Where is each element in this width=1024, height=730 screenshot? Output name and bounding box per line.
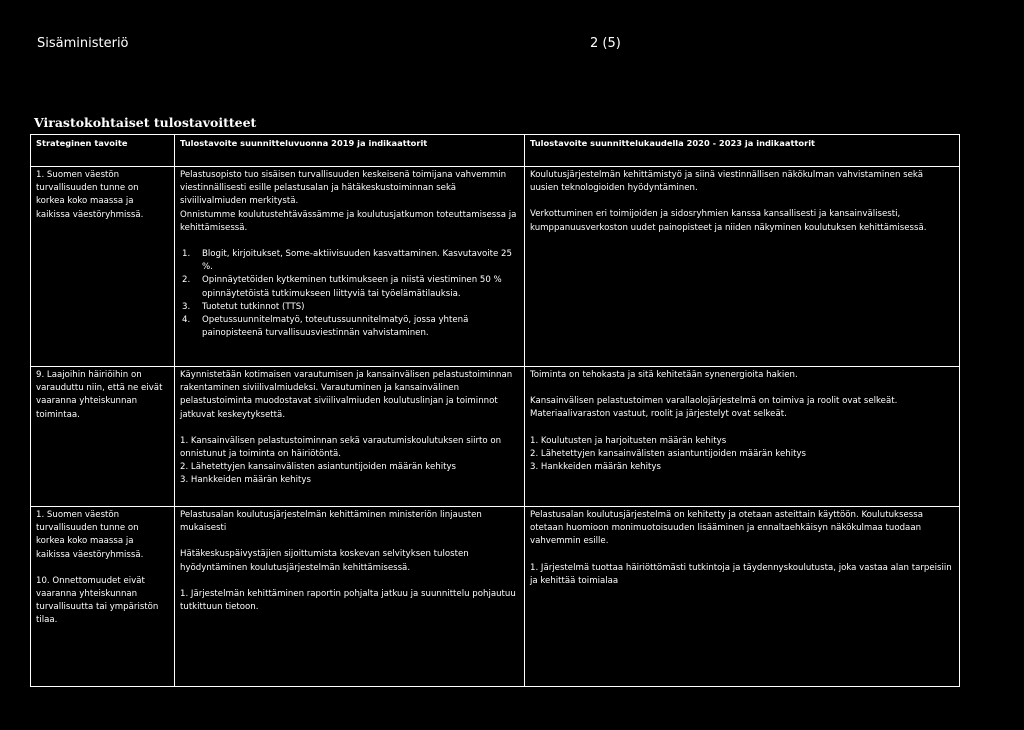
- target-2019-paragraph: Pelastusalan koulutusjärjestelmän kehittäminen ministeriön linjausten mukaisesti: [180, 510, 482, 534]
- list-item: 3. Tuotetut tutkinnot (TTS): [182, 301, 305, 312]
- target-period-cell: [525, 367, 960, 507]
- list-item: 2. Lähetettyjen kansainvälisten asiantuntijoiden määrän kehitys: [180, 462, 457, 473]
- column-header-target-2019: Tulostavoite suunnitteluvuonna 2019 ja indikaattorit: [175, 135, 525, 167]
- table-row: [31, 507, 960, 687]
- target-period-paragraph: Kansainvälisen pelastustoimen varallaolojärjestelmä on toimiva ja roolit ovat selkeät. Materiaalivaraston vastuut, roolit ja järjestelyt ovat selkeät.: [530, 396, 898, 420]
- target-period-paragraph: Pelastusalan koulutusjärjestelmä on kehitetty ja otetaan asteittain käyttöön. Koulutuksessa otetaan huomioon monimuotoisuuden lisääminen ja ennaltaehkäisyn näkökulmaa tuodaan vahvemmin esille.: [530, 510, 923, 547]
- target-period-paragraph: Verkottuminen eri toimijoiden ja sidosryhmien kanssa kansallisesti ja kansainvälisesti, kumppanuusverkoston uudet painopisteet ja niiden näkyminen koulutuksen kehittämisessä.: [530, 209, 927, 233]
- target-period-cell: [525, 167, 960, 367]
- strategic-goal-cell: [31, 507, 175, 687]
- targets-table: [30, 134, 960, 687]
- table-row: [31, 367, 960, 507]
- target-period-paragraph: Toiminta on tehokasta ja sitä kehitetään synenergioita hakien.: [530, 370, 798, 380]
- section-title: Virastokohtaiset tulostavoitteet: [34, 115, 257, 130]
- list-item: 1. Järjestelmän kehittäminen raportin pohjalta jatkuu ja suunnittelu pohjautuu tutkittuun tietoon.: [180, 588, 516, 613]
- indicator-list: [180, 248, 518, 340]
- column-header-strategic-goal: Strateginen tavoite: [31, 135, 175, 167]
- list-item: 4. Opetussuunnitelmatyö, toteutussuunnitelmatyö, jossa yhtenä painopisteenä turvallisuusviestinnän vahvistaminen.: [182, 315, 469, 339]
- target-2019-cell: [175, 507, 525, 687]
- organization-name: Sisäministeriö: [37, 36, 129, 51]
- indicator-list: [530, 562, 953, 588]
- strategic-goal-cell: [31, 367, 175, 507]
- indicator-list: [180, 435, 518, 488]
- target-2019-cell: [175, 167, 525, 367]
- indicator-list: [180, 588, 518, 614]
- list-item: 1. Koulutusten ja harjoitusten määrän kehitys: [530, 435, 727, 446]
- target-2019-paragraph: Pelastusopisto tuo sisäisen turvallisuuden keskeisenä toimijana vahvemmin viestinnällisesti esille pelastusalan ja hätäkeskustoiminnan sekä siviilivalmiuden merkitystä.: [180, 170, 507, 207]
- target-2019-paragraph: Hätäkeskuspäivystäjien sijoittumista koskevan selvityksen tulosten hyödyntäminen koulutusjärjestelmän kehittämisessä.: [180, 549, 469, 573]
- list-item: 2. Lähetettyjen kansainvälisten asiantuntijoiden määrän kehitys: [530, 448, 807, 459]
- table-header-row: [31, 135, 960, 167]
- strategic-goal-cell: [31, 167, 175, 367]
- indicator-list: [530, 435, 953, 475]
- list-item: 1. Järjestelmä tuottaa häiriöttömästi tutkintoja ja täydennyskoulutusta, joka vastaa alan tarpeisiin ja kehittää toimialaa: [530, 562, 952, 586]
- list-item: 1. Kansainvälisen pelastustoiminnan sekä varautumiskoulutuksen siirto on onnistunut ja toiminta on häiriötöntä.: [180, 435, 502, 460]
- list-item: 2. Opinnäytetöiden kytkeminen tutkimukseen ja niistä viestiminen 50 % opinnäytetöistä tutkimukseen liittyviä tai työelämätilauksia.: [182, 275, 502, 299]
- table-row: [31, 167, 960, 367]
- target-2019-paragraph: Onnistumme koulutustehtävässämme ja koulutusjatkumon toteuttamisessa ja kehittämisessä.: [180, 209, 517, 233]
- strategic-goal-text: 1. Suomen väestön turvallisuuden tunne on korkea koko maassa ja kaikissa väestöryhmissä.: [36, 510, 144, 560]
- strategic-goal-text: 9. Laajoihin häiriöihin on varauduttu niin, että ne eivät vaaranna yhteiskunnan toimintaa.: [36, 370, 163, 420]
- page-number: 2 (5): [590, 36, 621, 51]
- list-item: 3. Hankkeiden määrän kehitys: [530, 462, 661, 473]
- target-2019-paragraph: Käynnistetään kotimaisen varautumisen ja kansainvälisen pelastustoiminnan rakentaminen siviilivalmiudeksi. Varautuminen ja kansainvälinen pelastustoiminta muodostavat siviilivalmiuden koulutuslinjan ja toiminnot jatkuvat keskeytyksettä.: [180, 370, 513, 420]
- target-period-cell: [525, 507, 960, 687]
- strategic-goal-text: 1. Suomen väestön turvallisuuden tunne on korkea koko maassa ja kaikissa väestöryhmissä.: [36, 170, 144, 220]
- target-period-paragraph: Koulutusjärjestelmän kehittämistyö ja siinä viestinnällisen näkökulman vahvistaminen sekä uusien teknologioiden hyödyntäminen.: [530, 170, 923, 194]
- strategic-goal-text: 10. Onnettomuudet eivät vaaranna yhteiskunnan turvallisuutta tai ympäristön tilaa.: [36, 575, 159, 626]
- column-header-target-period: Tulostavoite suunnittelukaudella 2020 - 2023 ja indikaattorit: [525, 135, 960, 167]
- list-item: 1. Blogit, kirjoitukset, Some-aktiivisuuden kasvattaminen. Kasvutavoite 25 %.: [182, 249, 512, 273]
- target-2019-cell: [175, 367, 525, 507]
- list-item: 3. Hankkeiden määrän kehitys: [180, 475, 311, 486]
